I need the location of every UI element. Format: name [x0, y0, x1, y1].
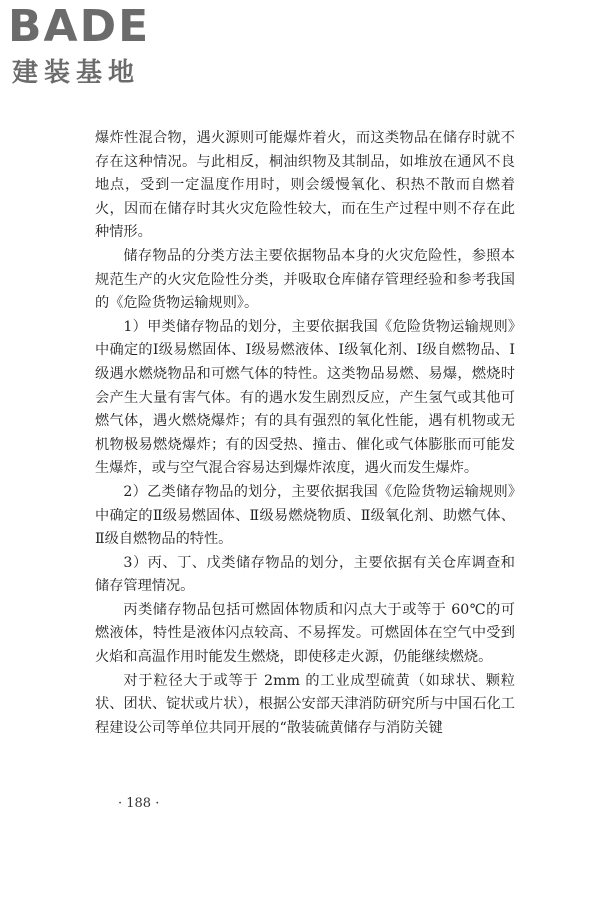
logo-wordmark: BADE: [8, 1, 151, 52]
logo: [8, 1, 178, 94]
paragraph: 爆炸性混合物，遇火源则可能爆炸着火，而这类物品在储存时就不存在这种情况。与此相反，桐油织物及其制品，如堆放在通风不良地点，受到一定温度作用时，则会缓慢氧化、积热不散而自燃着火，因而在储存时其火灾危险性较大，而在生产过程中则不存在此种情形。: [95, 130, 515, 241]
paragraph: 2）乙类储存物品的划分，主要依据我国《危险货物运输规则》中确定的Ⅱ级易燃固体、Ⅱ级易燃烧物质、Ⅱ级氧化剂、助燃气体、Ⅱ级自燃物品的特性。: [95, 483, 515, 548]
paragraph: 对于粒径大于或等于 2mm 的工业成型硫黄（如球状、颗粒状、团状、锭状或片状），根据公安部天津消防研究所与中国石化工程建设公司等单位共同开展的“散装硫黄储存与消防关键: [95, 672, 515, 736]
logo-subtitle: 建装基地: [12, 58, 141, 88]
paragraph: 3）丙、丁、戊类储存物品的划分，主要依据有关仓库调查和储存管理情况。: [95, 554, 515, 595]
paragraph: 储存物品的分类方法主要依据物品本身的火灾危险性，参照本规范生产的火灾危险性分类，并吸取仓库储存管理经验和参考我国的《危险货物运输规则》。: [95, 247, 515, 312]
paragraph: 1）甲类储存物品的划分，主要依据我国《危险货物运输规则》中确定的Ⅰ级易燃固体、Ⅰ级易燃液体、Ⅰ级氧化剂、Ⅰ级自燃物品、Ⅰ级遇水燃烧物品和可燃气体的特性。这类物品易燃、易爆，燃烧时会产生大量有害气体。有的遇水发生剧烈反应，产生氢气或其他可燃气体，遇火燃烧爆炸；有的具有强烈的氧化性能，遇有机物或无机物极易燃烧爆炸；有的因受热、撞击、催化或气体膨胀而可能发生爆炸，或与空气混合容易达到爆炸浓度，遇火而发生爆炸。: [95, 318, 515, 477]
paragraph: 丙类储存物品包括可燃固体物质和闪点大于或等于 60℃的可燃液体，特性是液体闪点较高、不易挥发。可燃固体在空气中受到火焰和高温作用时能发生燃烧，即使移走火源，仍能继续燃烧。: [95, 601, 515, 666]
page-body: [95, 127, 515, 740]
page-number: · 188 ·: [118, 796, 160, 811]
